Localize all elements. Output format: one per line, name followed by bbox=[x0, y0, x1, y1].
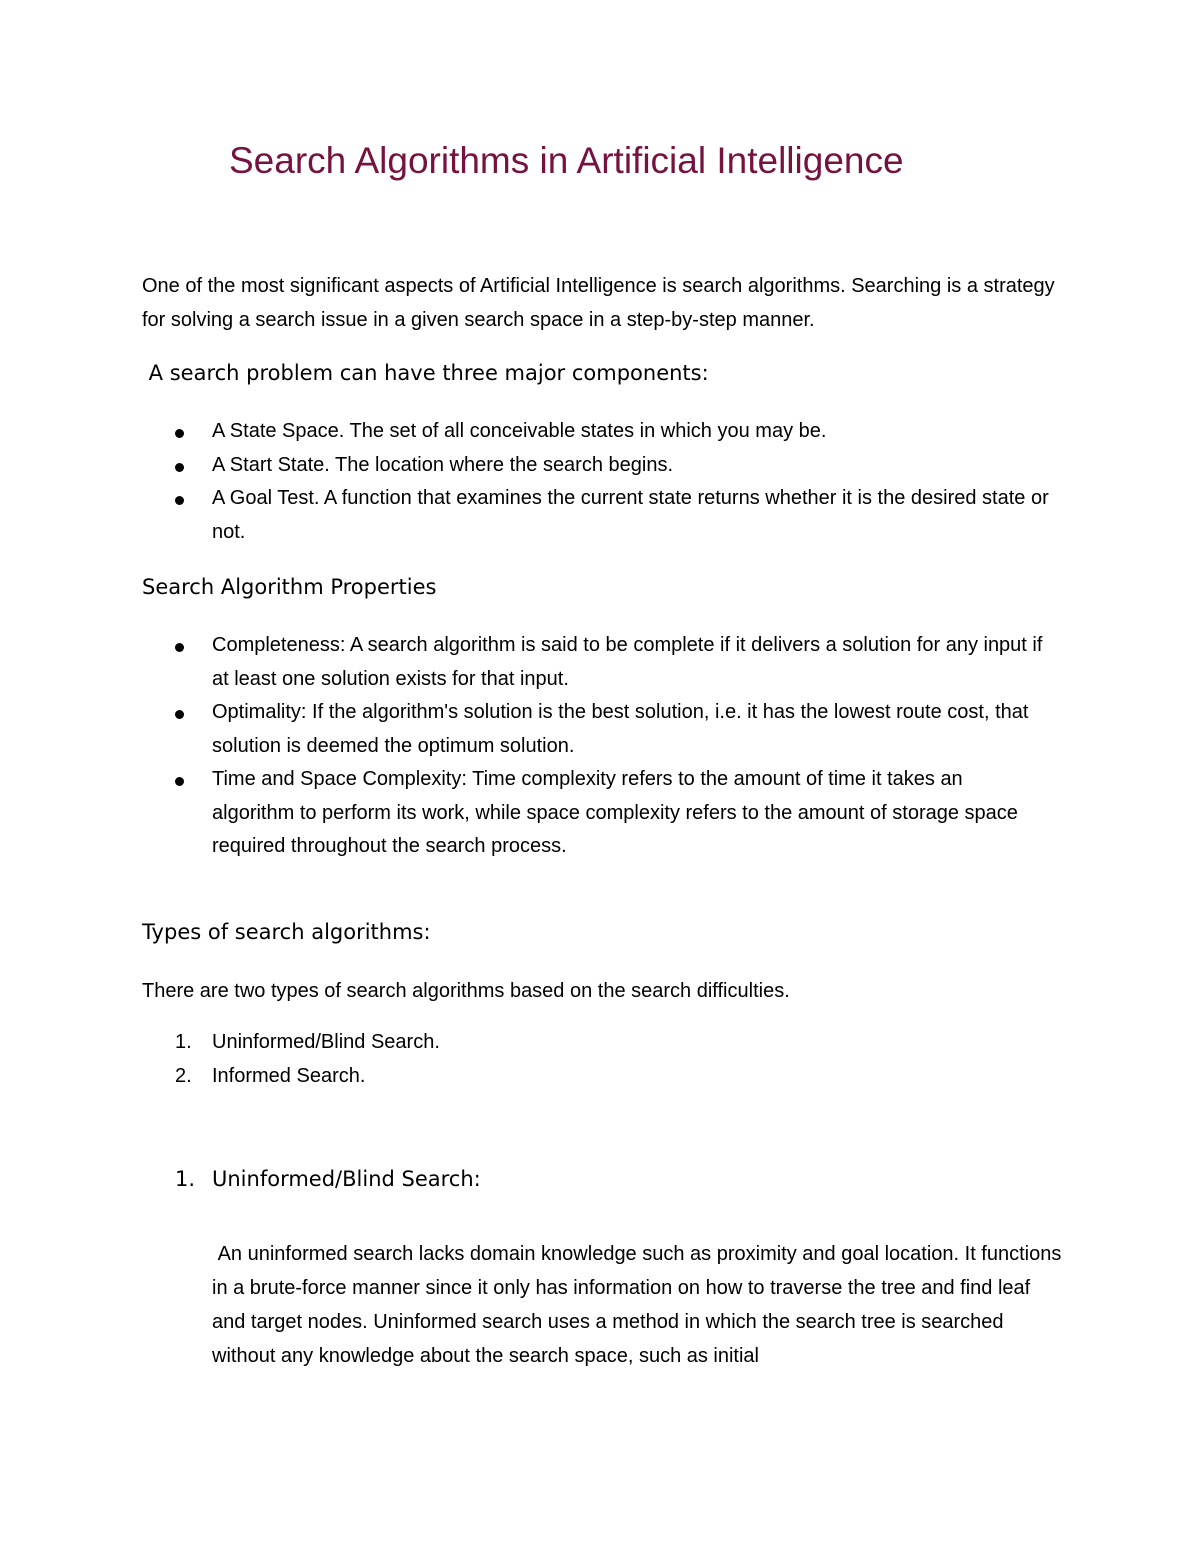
bullet-icon bbox=[175, 643, 184, 652]
list-item bbox=[142, 763, 1072, 864]
list-number: 2. bbox=[175, 1064, 192, 1087]
document-title: Search Algorithms in Artificial Intelligence bbox=[229, 140, 904, 181]
types-heading: Types of search algorithms: bbox=[142, 920, 431, 944]
list-item bbox=[142, 449, 1072, 483]
uninformed-heading bbox=[175, 1167, 481, 1191]
list-item bbox=[142, 1026, 1072, 1060]
bullet-icon bbox=[175, 777, 184, 786]
list-item bbox=[142, 696, 1072, 763]
list-item bbox=[142, 629, 1072, 696]
bullet-icon bbox=[175, 429, 184, 438]
list-item-text: A State Space. The set of all conceivable states in which you may be. bbox=[212, 420, 827, 442]
list-item-text: Optimality: If the algorithm's solution is the best solution, i.e. it has the lowest route cost, that solution is deemed the optimum solution. bbox=[212, 701, 1029, 757]
types-intro: There are two types of search algorithms based on the search difficulties. bbox=[142, 980, 790, 1002]
components-list bbox=[142, 415, 1072, 549]
bullet-icon bbox=[175, 463, 184, 472]
list-number: 1. bbox=[175, 1031, 192, 1053]
properties-heading: Search Algorithm Properties bbox=[142, 575, 437, 599]
list-item-text: Time and Space Complexity: Time complexity refers to the amount of time it takes an algorithm to perform its work, while space complexity refers to the amount of storage space required throughout the search process. bbox=[212, 768, 1018, 857]
list-item-text: A Goal Test. A function that examines the current state returns whether it is the desired state or not. bbox=[212, 487, 1049, 543]
types-list bbox=[142, 1026, 1072, 1093]
list-item bbox=[142, 1060, 1072, 1094]
list-item-text: Informed Search. bbox=[212, 1064, 366, 1087]
list-item bbox=[142, 415, 1072, 449]
section-heading-text: Uninformed/Blind Search: bbox=[212, 1167, 481, 1191]
list-item-text: A Start State. The location where the search begins. bbox=[212, 453, 674, 476]
bullet-icon bbox=[175, 710, 184, 719]
list-item-text: Uninformed/Blind Search. bbox=[212, 1031, 440, 1053]
list-item-text: Completeness: A search algorithm is said to be complete if it delivers a solution for any input if at least one solution exists for that input. bbox=[212, 634, 1043, 690]
properties-list bbox=[142, 629, 1072, 864]
uninformed-paragraph: An uninformed search lacks domain knowledge such as proximity and goal location. It functions in a brute-force manner since it only has information on how to traverse the tree and find leaf and target nodes. Uninformed search uses a method in which the search tree is searched without any knowledge about the search space, such as initial bbox=[212, 1243, 1067, 1367]
components-heading: A search problem can have three major components: bbox=[142, 361, 709, 385]
intro-paragraph: One of the most significant aspects of Artificial Intelligence is search algorithms. Searching is a strategy for solving a search issue in a given search space in a step-by-step manner. bbox=[142, 275, 1055, 331]
list-item bbox=[142, 482, 1072, 549]
section-number: 1. bbox=[175, 1167, 196, 1191]
bullet-icon bbox=[175, 496, 184, 505]
